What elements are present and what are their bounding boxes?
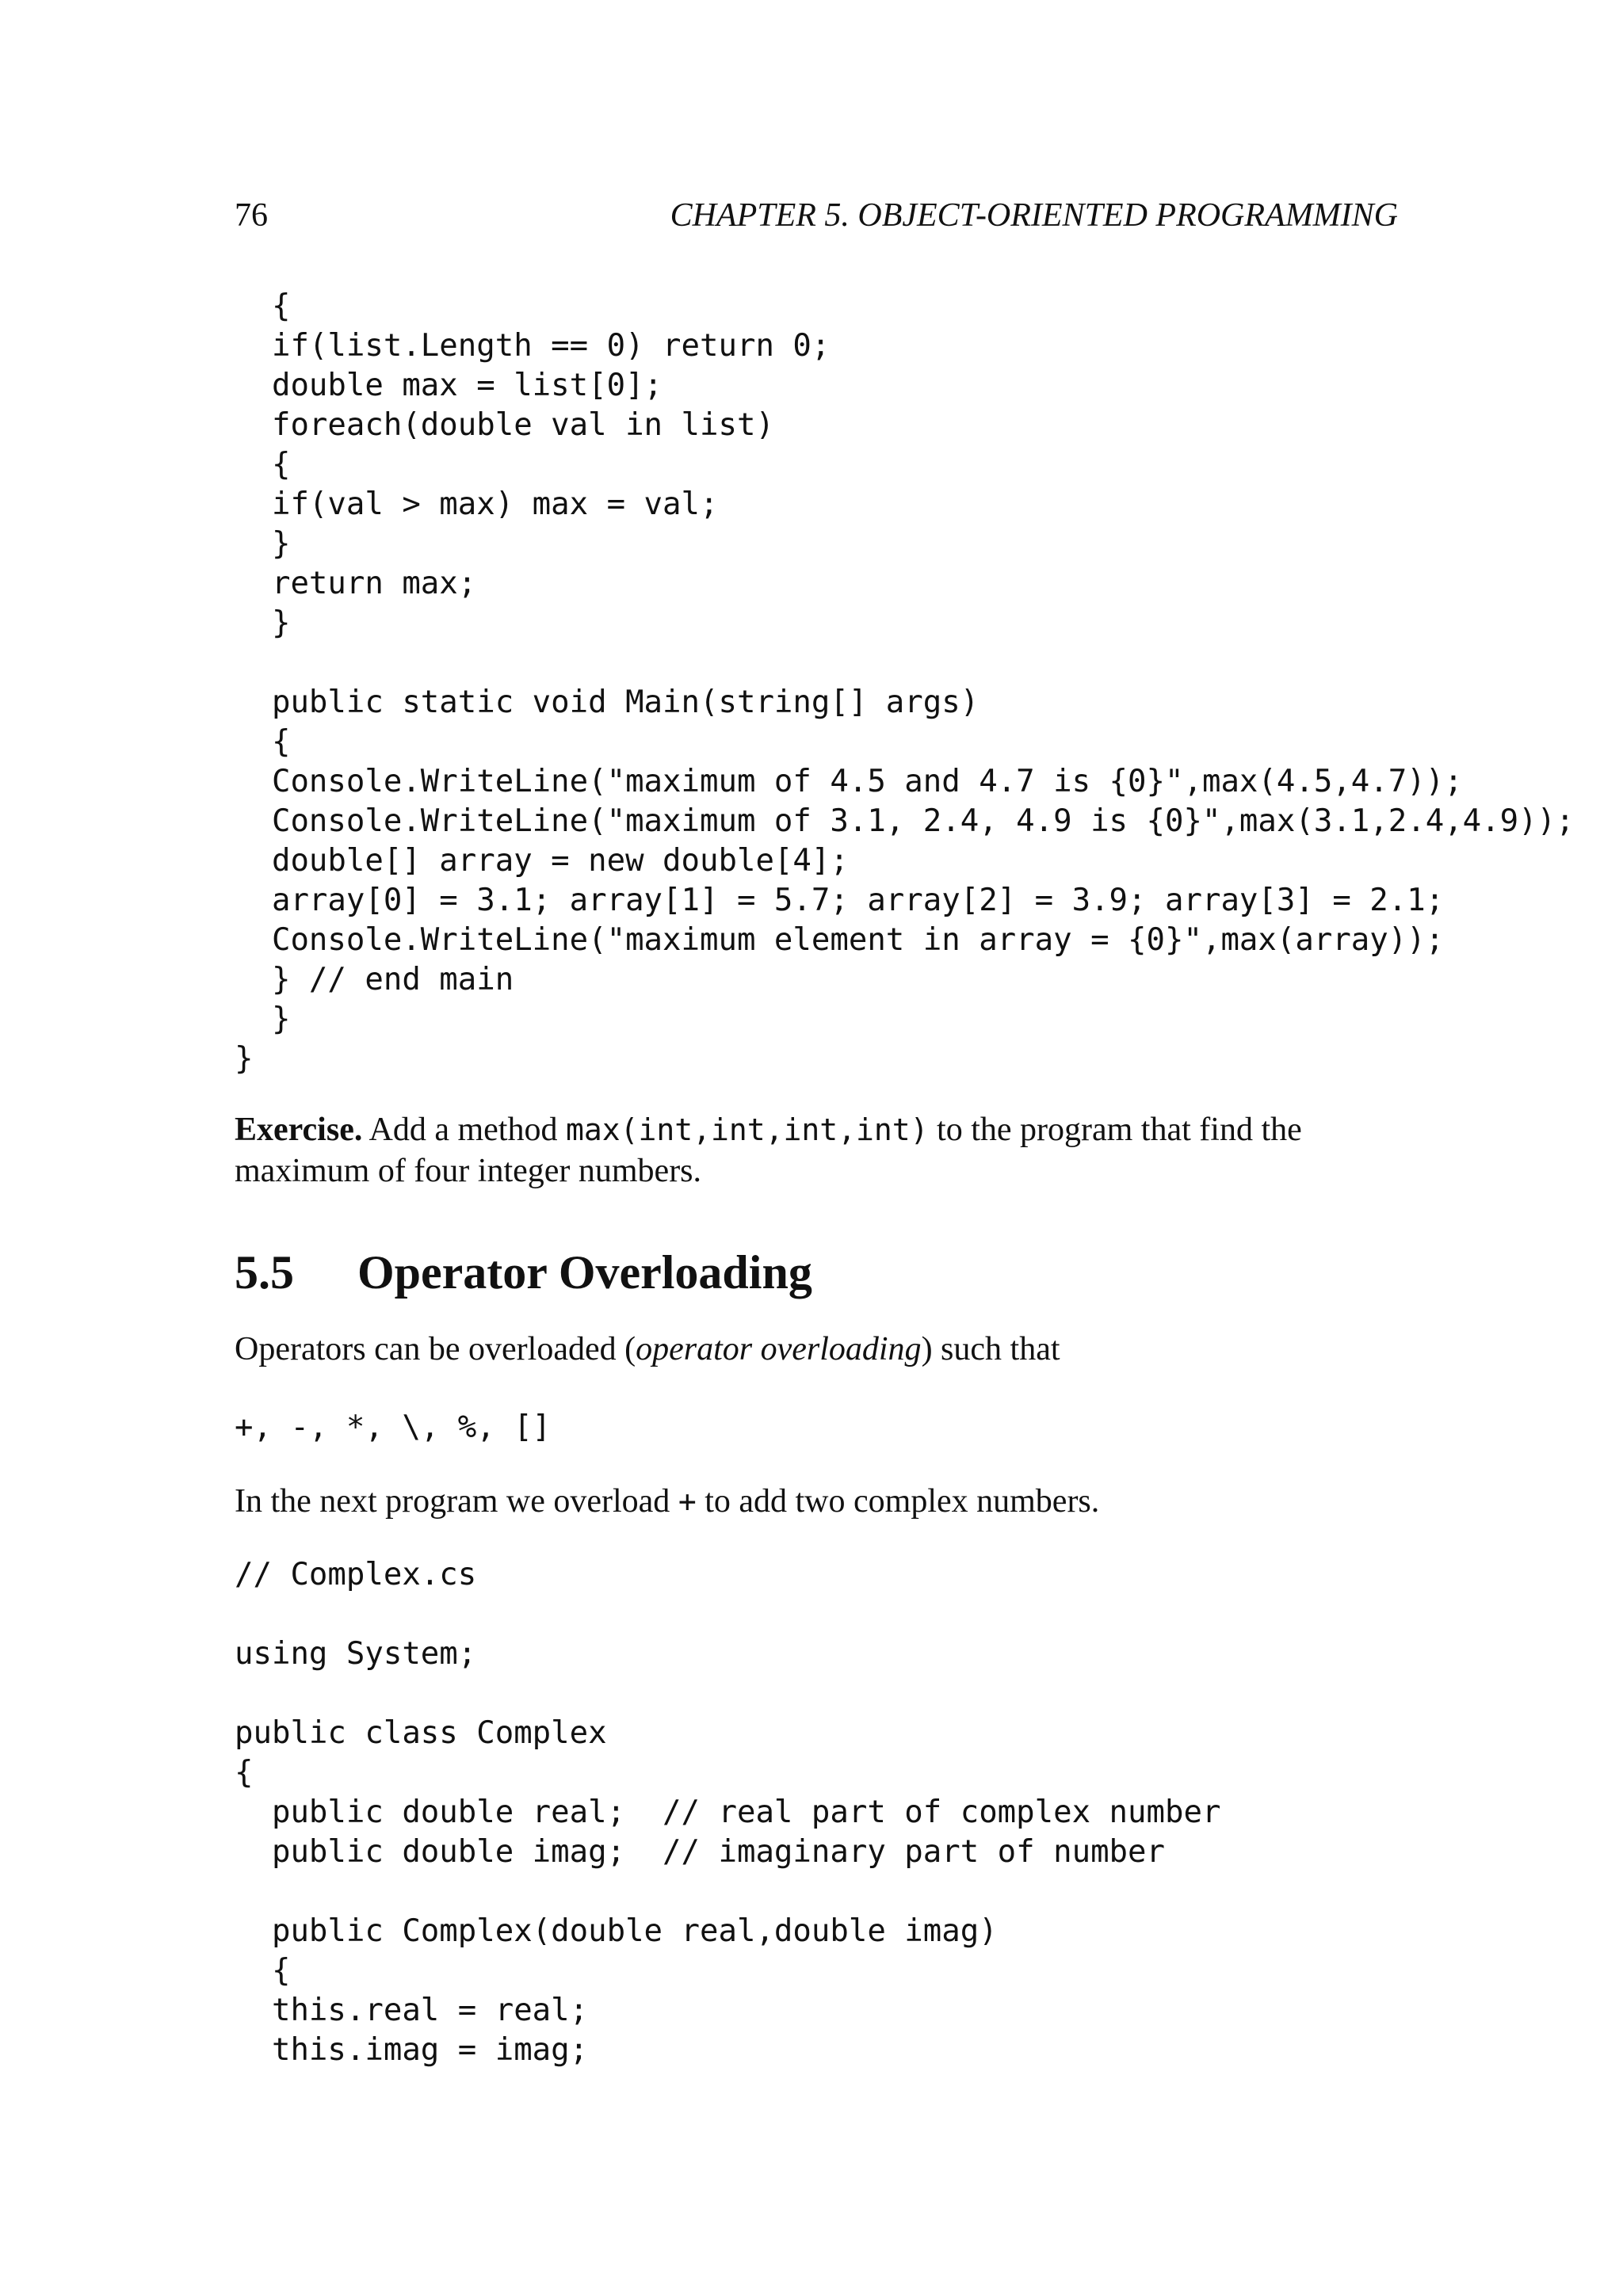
code-line: }: [235, 605, 291, 641]
section-number: 5.5: [235, 1246, 294, 1299]
exercise-paragraph: [235, 1109, 1400, 1192]
code-line: this.real = real;: [235, 1993, 589, 2028]
code-line: if(val > max) max = val;: [235, 486, 719, 522]
code-line: public class Complex: [235, 1715, 607, 1751]
intro-text: Operators can be overloaded (: [235, 1331, 636, 1367]
code-line: array[0] = 3.1; array[1] = 5.7; array[2] = 3.9; array[3] = 2.1;: [235, 883, 1445, 918]
exercise-text: to the program that find the maximum of four integer numbers.: [235, 1112, 1302, 1189]
code-line: } // end main: [235, 962, 514, 997]
code-line: double[] array = new double[4];: [235, 843, 849, 879]
program-intro-text: to add two complex numbers.: [696, 1483, 1100, 1520]
code-line: }: [235, 1001, 291, 1037]
code-line: {: [235, 288, 291, 324]
intro-text: ) such that: [921, 1331, 1060, 1367]
code-line: Console.WriteLine("maximum of 3.1, 2.4, 4.9 is {0}",max(3.1,2.4,4.9));: [235, 803, 1575, 839]
code-line: {: [235, 447, 291, 482]
program-intro-text: In the next program we overload: [235, 1483, 678, 1520]
code-line: if(list.Length == 0) return 0;: [235, 328, 831, 364]
exercise-label: Exercise.: [235, 1112, 363, 1148]
intro-paragraph: [235, 1329, 1400, 1370]
exercise-text: Add a method: [362, 1112, 566, 1148]
code-line: this.imag = imag;: [235, 2032, 589, 2068]
operators-list: +, -, *, \, %, []: [235, 1409, 552, 1445]
running-title: CHAPTER 5. OBJECT-ORIENTED PROGRAMMING: [670, 197, 1398, 234]
code-line: }: [235, 1041, 254, 1077]
code-line: Console.WriteLine("maximum element in array = {0}",max(array));: [235, 922, 1445, 958]
code-line: public double real; // real part of complex number: [235, 1794, 1221, 1830]
section-heading: [235, 1245, 812, 1300]
program-intro-paragraph: [235, 1481, 1400, 1522]
code-line: // Complex.cs: [235, 1557, 477, 1592]
program-intro-code: +: [678, 1484, 697, 1519]
intro-emphasis: operator overloading: [636, 1331, 922, 1367]
code-line: public Complex(double real,double imag): [235, 1913, 998, 1949]
code-line: double max = list[0];: [235, 368, 663, 403]
code-line: return max;: [235, 566, 477, 601]
code-line: public static void Main(string[] args): [235, 685, 980, 720]
exercise-code: max(int,int,int,int): [565, 1112, 929, 1147]
page-number: 76: [235, 197, 268, 234]
code-line: {: [235, 1953, 291, 1989]
code-line: }: [235, 526, 291, 562]
code-line: foreach(double val in list): [235, 407, 774, 443]
code-line: {: [235, 724, 291, 760]
code-line: public double imag; // imaginary part of number: [235, 1834, 1165, 1870]
section-title: Operator Overloading: [357, 1246, 812, 1299]
code-line: Console.WriteLine("maximum of 4.5 and 4.7 is {0}",max(4.5,4.7));: [235, 764, 1463, 799]
page-header: [235, 196, 1398, 244]
code-line: {: [235, 1755, 254, 1791]
code-line: using System;: [235, 1636, 477, 1672]
